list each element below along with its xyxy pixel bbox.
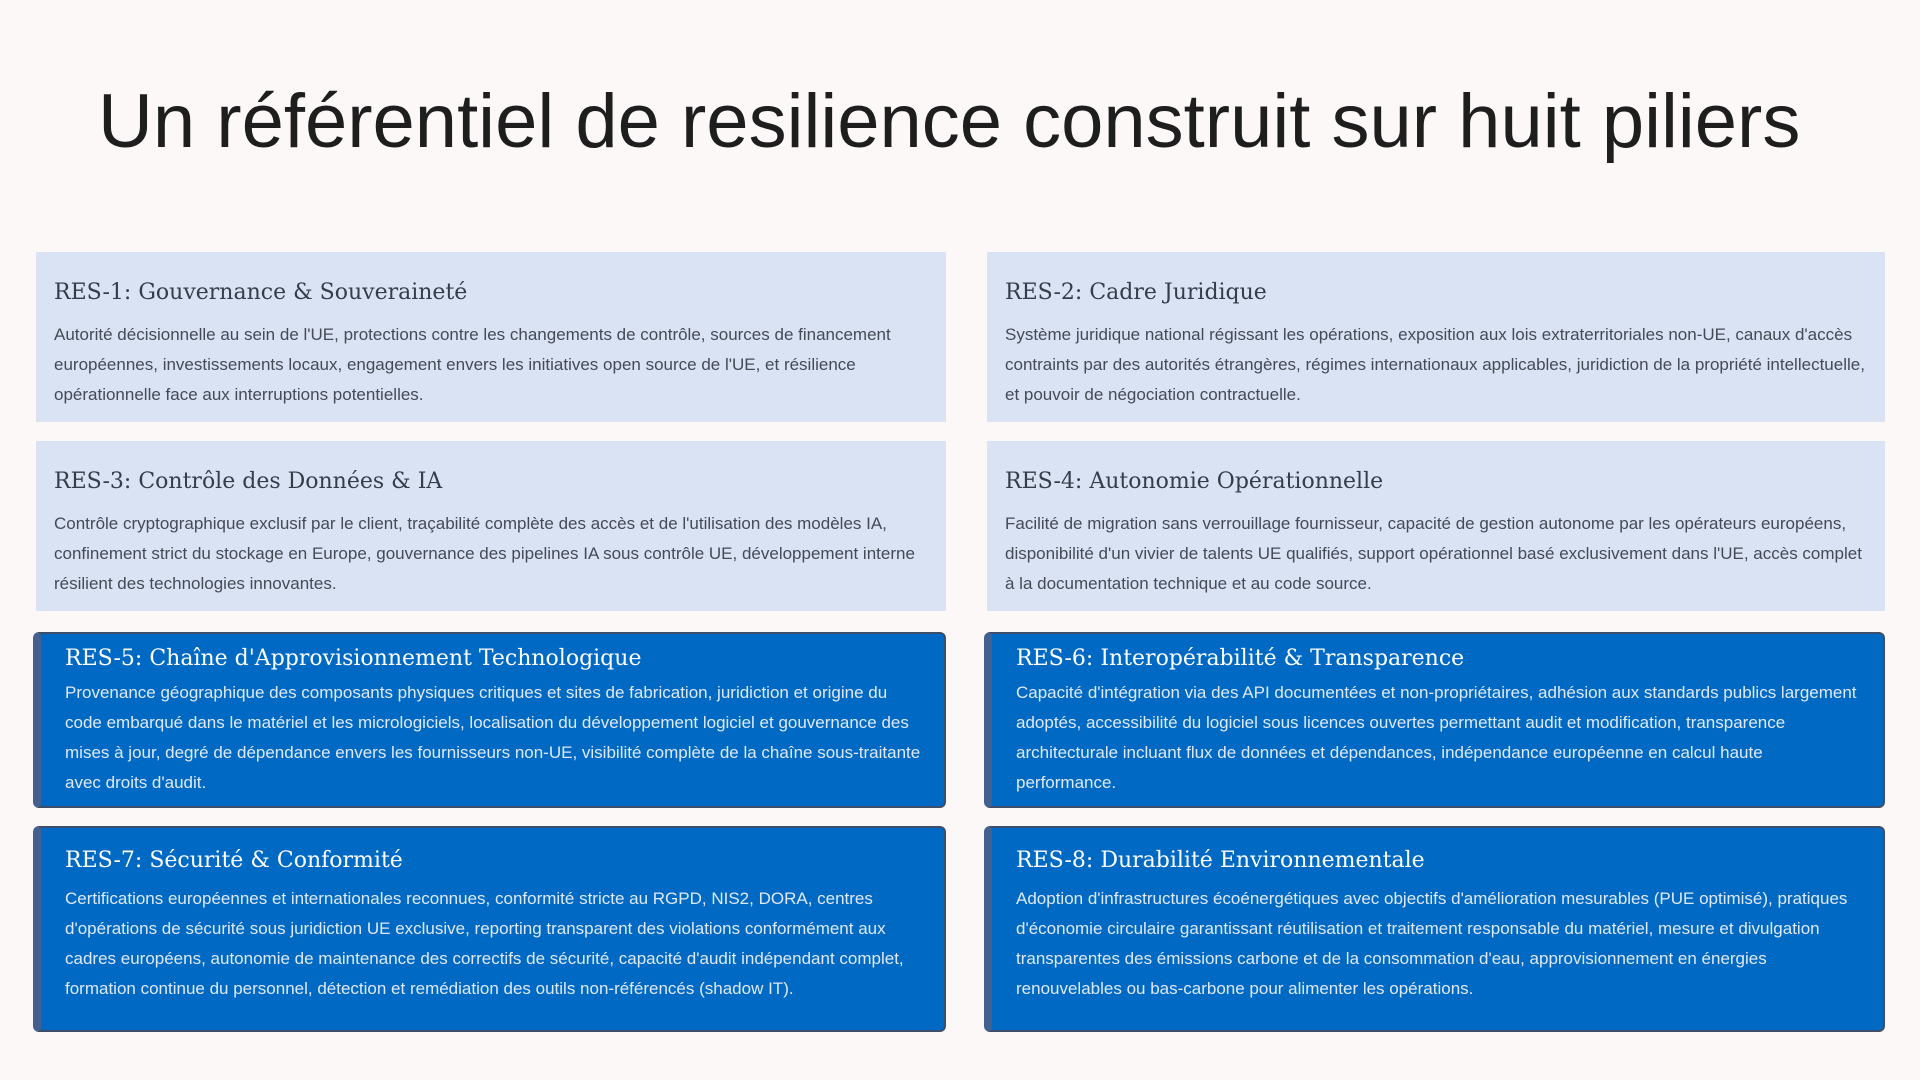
- pillar-card-res-8: [984, 826, 1885, 1032]
- pillar-card-res-5: [33, 632, 946, 808]
- pillar-card-res-2: [987, 252, 1885, 422]
- pillar-description: Provenance géographique des composants physiques critiques et sites de fabrication, juridiction et origine du code embarqué dans le matériel et les micrologiciels, localisation du développement logiciel et gouvernance des mises à jour, degré de dépendance envers les fournisseurs non-UE, visibilité complète de la chaîne sous-traitante avec droits d'audit.: [65, 683, 921, 792]
- page-title: Un référentiel de resilience construit sur huit piliers: [98, 79, 1801, 164]
- pillar-description: Système juridique national régissant les opérations, exposition aux lois extraterritoriales non-UE, canaux d'accès contraints par des autorités étrangères, régimes internationaux applicables, juridiction de la propriété intellectuelle, et pouvoir de négociation contractuelle.: [1005, 325, 1865, 404]
- pillar-card-res-3: [36, 441, 946, 611]
- pillar-title: RES-7: Sécurité & Conformité: [65, 848, 403, 873]
- pillar-card-res-6: [984, 632, 1885, 808]
- pillar-description: Capacité d'intégration via des API documentées et non-propriétaires, adhésion aux standards publics largement adoptés, accessibilité du logiciel sous licences ouvertes permettant audit et modification, transparence architecturale incluant flux de données et dépendances, indépendance européenne en calcul haute performance.: [1016, 683, 1857, 792]
- pillar-title: RES-6: Interopérabilité & Transparence: [1016, 646, 1465, 671]
- pillar-title: RES-8: Durabilité Environnementale: [1016, 848, 1425, 873]
- pillar-card-res-7: [33, 826, 946, 1032]
- pillar-description: Facilité de migration sans verrouillage fournisseur, capacité de gestion autonome par les opérateurs européens, disponibilité d'un vivier de talents UE qualifiés, support opérationnel basé exclusivement dans l'UE, accès complet à la documentation technique et au code source.: [1005, 514, 1862, 593]
- pillar-description: Adoption d'infrastructures écoénergétiques avec objectifs d'amélioration mesurables (PUE optimisé), pratiques d'économie circulaire garantissant réutilisation et traitement responsable du matériel, mesure et divulgation transparentes des émissions carbone et de la consommation d'eau, approvisionnement en énergies renouvelables ou bas-carbone pour alimenter les opérations.: [1016, 889, 1848, 998]
- pillar-title: RES-3: Contrôle des Données & IA: [54, 469, 443, 494]
- pillar-title: RES-5: Chaîne d'Approvisionnement Technologique: [65, 646, 642, 671]
- pillar-title: RES-2: Cadre Juridique: [1005, 280, 1267, 305]
- pillar-title: RES-4: Autonomie Opérationnelle: [1005, 469, 1384, 494]
- pillar-description: Certifications européennes et internationales reconnues, conformité stricte au RGPD, NIS2, DORA, centres d'opérations de sécurité sous juridiction UE exclusive, reporting transparent des violations conformément aux cadres européens, autonomie de maintenance des correctifs de sécurité, capacité d'audit indépendant complet, formation continue du personnel, détection et remédiation des outils non-référencés (shadow IT).: [65, 889, 904, 998]
- pillar-card-res-1: [36, 252, 946, 422]
- pillar-card-res-4: [987, 441, 1885, 611]
- pillar-description: Autorité décisionnelle au sein de l'UE, protections contre les changements de contrôle, sources de financement européennes, investissements locaux, engagement envers les initiatives open source de l'UE, et résilience opérationnelle face aux interruptions potentielles.: [54, 325, 891, 404]
- pillar-title: RES-1: Gouvernance & Souveraineté: [54, 280, 468, 305]
- pillar-description: Contrôle cryptographique exclusif par le client, traçabilité complète des accès et de l'utilisation des modèles IA, confinement strict du stockage en Europe, gouvernance des pipelines IA sous contrôle UE, développement interne résilient des technologies innovantes.: [54, 514, 915, 593]
